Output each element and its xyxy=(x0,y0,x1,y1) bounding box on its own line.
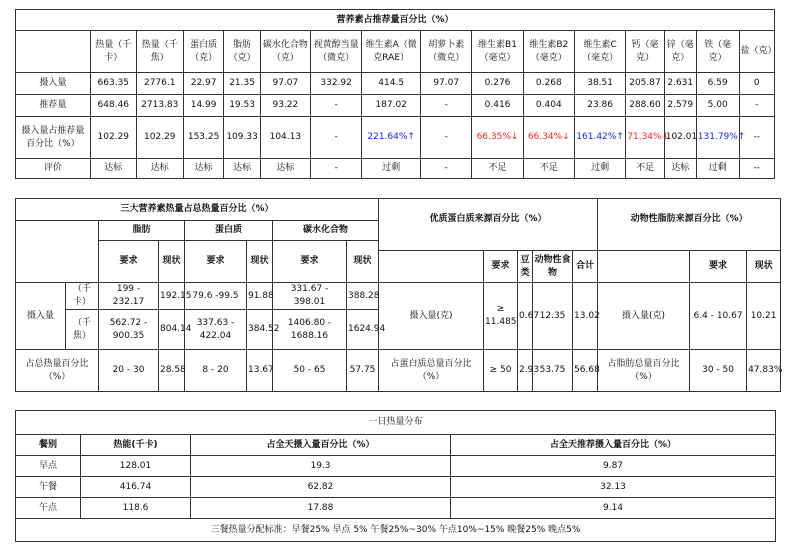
table-cell: 0.276 xyxy=(472,73,523,95)
table-cell-over: 221.64%↑ xyxy=(362,117,421,159)
table-cell: 12.35 xyxy=(533,283,573,350)
table-cell: 9.14 xyxy=(451,498,776,519)
table-cell: 19.53 xyxy=(224,95,260,117)
column-header: 脂肪 xyxy=(99,221,185,241)
table-cell: 804.14 xyxy=(159,310,185,350)
table-cell: 205.87 xyxy=(626,73,664,95)
table-cell: 332.92 xyxy=(310,73,361,95)
table-cell: 1406.80 - 1688.16 xyxy=(273,310,347,350)
table-cell: 47.83% xyxy=(747,350,781,392)
table-cell: 93.22 xyxy=(260,95,310,117)
table-cell: 109.33 xyxy=(224,117,260,159)
column-header: 视黄醇当量（微克） xyxy=(310,31,361,73)
table-cell: 午点 xyxy=(16,498,81,519)
table-cell: 30 - 50 xyxy=(690,350,747,392)
table-cell: 8 - 20 xyxy=(185,350,247,392)
table-cell: 562.72 - 900.35 xyxy=(99,310,159,350)
table-cell: 23.86 xyxy=(574,95,625,117)
column-header: 动物性食物 xyxy=(533,251,573,283)
table-cell: 过剩 xyxy=(362,159,421,179)
table-cell: 17.88 xyxy=(191,498,451,519)
unit-label: （千焦） xyxy=(66,310,99,350)
table-cell: 53.75 xyxy=(533,350,573,392)
column-header: 维生素B2（毫克） xyxy=(523,31,574,73)
table-cell: 13.02 xyxy=(573,283,598,350)
table-cell: 21.35 xyxy=(224,73,260,95)
table-cell: 不足 xyxy=(472,159,523,179)
column-header: 占全天推荐摄入量百分比（%） xyxy=(451,435,776,456)
column-header: 维生素C（毫克） xyxy=(574,31,625,73)
table-header-row xyxy=(16,435,776,456)
table-row-percent xyxy=(16,117,775,159)
column-header: 现状 xyxy=(159,241,185,283)
table-cell: 13.67 xyxy=(247,350,273,392)
column-header: 维生素A（微克RAE） xyxy=(362,31,421,73)
distribution-standard-note: 三餐热量分配标准：早餐25% 早点 5% 午餐25%~30% 午点10%~15% 晚餐25% 晚点5% xyxy=(16,519,776,542)
table-cell: 62.82 xyxy=(191,477,451,498)
table-cell: 187.02 xyxy=(362,95,421,117)
table-cell: 2776.1 xyxy=(136,73,183,95)
table-cell: 199 - 232.17 xyxy=(99,283,159,310)
table-cell: 50 - 65 xyxy=(273,350,347,392)
table-cell: 153.25 xyxy=(183,117,224,159)
table-cell: 102.01 xyxy=(664,117,696,159)
table-cell: 32.13 xyxy=(451,477,776,498)
table-title: 优质蛋白质来源百分比（%） xyxy=(379,199,598,251)
column-header: 占全天摄入量百分比（%） xyxy=(191,435,451,456)
table-cell: 331.67 - 398.01 xyxy=(273,283,347,310)
column-header: 现状 xyxy=(347,241,379,283)
table-cell: 337.63 - 422.04 xyxy=(185,310,247,350)
column-header: 豆类 xyxy=(518,251,533,283)
table-cell: 达标 xyxy=(136,159,183,179)
table-cell: - xyxy=(739,95,774,117)
unit-label: （千卡） xyxy=(66,283,99,310)
table-cell: 20 - 30 xyxy=(99,350,159,392)
table-header-row xyxy=(16,31,775,73)
table-row xyxy=(16,456,776,477)
column-header: 热量（千卡） xyxy=(90,31,136,73)
table-footer-row xyxy=(16,519,776,542)
column-header: 钙（毫克） xyxy=(626,31,664,73)
table-cell: 达标 xyxy=(260,159,310,179)
column-header: 要求 xyxy=(690,251,747,283)
row-label: 占总热量百分比（%） xyxy=(16,350,99,392)
table-cell: 达标 xyxy=(183,159,224,179)
table-cell: 19.3 xyxy=(191,456,451,477)
table-cell: ≥ 11.485 xyxy=(484,283,518,350)
table-cell: 79.6 -99.5 xyxy=(185,283,247,310)
table-cell: 0.404 xyxy=(523,95,574,117)
table-title: 三大营养素热量占总热量百分比（%） xyxy=(16,199,379,221)
table-cell: 14.99 xyxy=(183,95,224,117)
table-cell: 1624.94 xyxy=(347,310,379,350)
table-cell-under: 71.34%↓ xyxy=(626,117,664,159)
table-cell: - xyxy=(310,159,361,179)
row-label: 摄入量(克) xyxy=(598,283,690,350)
column-header: 热量（千焦） xyxy=(136,31,183,73)
table-cell: 102.29 xyxy=(136,117,183,159)
table-cell: 早点 xyxy=(16,456,81,477)
table-cell-over: 131.79%↑ xyxy=(696,117,739,159)
row-label: 占脂肪总量百分比（%） xyxy=(598,350,690,392)
table-cell: - xyxy=(421,159,472,179)
table-cell: 0 xyxy=(739,73,774,95)
table-cell: - xyxy=(310,117,361,159)
table-cell: 9.87 xyxy=(451,456,776,477)
table-cell: 91.88 xyxy=(247,283,273,310)
table-cell: 6.59 xyxy=(696,73,739,95)
table-cell: 2.631 xyxy=(664,73,696,95)
row-label: 摄入量(克) xyxy=(379,283,484,350)
column-header: 脂肪（克） xyxy=(224,31,260,73)
column-header: 碳水化合物（克） xyxy=(260,31,310,73)
table-cell: 达标 xyxy=(90,159,136,179)
column-header: 要求 xyxy=(185,241,247,283)
row-label: 摄入量 xyxy=(16,283,66,350)
table-cell: 达标 xyxy=(664,159,696,179)
table-cell: - xyxy=(421,95,472,117)
table-cell: 648.46 xyxy=(90,95,136,117)
row-label: 摄入量 xyxy=(16,73,91,95)
table-title: 营养素占推荐量百分比（%） xyxy=(16,10,775,31)
table-title: 动物性脂肪来源百分比（%） xyxy=(598,199,781,251)
table-cell: 2.579 xyxy=(664,95,696,117)
row-label: 推荐量 xyxy=(16,95,91,117)
table-cell: 过剩 xyxy=(696,159,739,179)
table-cell: ≥ 50 xyxy=(484,350,518,392)
table-cell-under: 66.35%↓ xyxy=(472,117,523,159)
table-cell: 97.07 xyxy=(260,73,310,95)
table-cell: 104.13 xyxy=(260,117,310,159)
table-cell: 416.74 xyxy=(81,477,191,498)
table-cell: 102.29 xyxy=(90,117,136,159)
column-header: 铁（毫克） xyxy=(696,31,739,73)
column-header: 现状 xyxy=(747,251,781,283)
column-header: 蛋白质（克） xyxy=(183,31,224,73)
column-header: 要求 xyxy=(99,241,159,283)
table-row-kcal xyxy=(16,283,781,310)
column-header: 胡萝卜素（微克） xyxy=(421,31,472,73)
table-title: 一日热量分布 xyxy=(16,411,776,435)
column-header: 餐别 xyxy=(16,435,81,456)
table-cell: 97.07 xyxy=(421,73,472,95)
table-cell: 不足 xyxy=(626,159,664,179)
table-cell-under: 66.34%↓ xyxy=(523,117,574,159)
table-cell: - xyxy=(310,95,361,117)
row-label: 评价 xyxy=(16,159,91,179)
table-cell: 午餐 xyxy=(16,477,81,498)
nutrient-percent-table xyxy=(15,9,775,179)
table-cell: 388.28 xyxy=(347,283,379,310)
table-cell: 2.93 xyxy=(518,350,533,392)
table-cell: 0.268 xyxy=(523,73,574,95)
column-header: 合计 xyxy=(573,251,598,283)
column-header: 热能(千卡) xyxy=(81,435,191,456)
table-cell: 5.00 xyxy=(696,95,739,117)
table-cell: 288.60 xyxy=(626,95,664,117)
table-row-recommended xyxy=(16,95,775,117)
column-header: 蛋白质 xyxy=(185,221,273,241)
column-header: 维生素B1（毫克） xyxy=(472,31,523,73)
table-row xyxy=(16,498,776,519)
row-label: 摄入量占推荐量百分比（%） xyxy=(16,117,91,159)
table-cell: 57.75 xyxy=(347,350,379,392)
table-cell: 192.15 xyxy=(159,283,185,310)
table-cell: -- xyxy=(739,117,774,159)
table-cell-over: 161.42%↑ xyxy=(574,117,625,159)
daily-energy-distribution-table xyxy=(15,410,776,542)
table-row-intake xyxy=(16,73,775,95)
row-label: 占蛋白质总量百分比（%） xyxy=(379,350,484,392)
column-header: 碳水化合物 xyxy=(273,221,379,241)
table-cell: 128.01 xyxy=(81,456,191,477)
column-header: 盐（克） xyxy=(739,31,774,73)
column-header: 锌（毫克） xyxy=(664,31,696,73)
table-row-evaluation xyxy=(16,159,775,179)
table-cell: 2713.83 xyxy=(136,95,183,117)
column-header: 要求 xyxy=(484,251,518,283)
macronutrient-energy-table xyxy=(15,198,781,392)
table-row-percent xyxy=(16,350,781,392)
table-cell: 0.67 xyxy=(518,283,533,350)
table-cell: 不足 xyxy=(523,159,574,179)
table-cell: 过剩 xyxy=(574,159,625,179)
table-cell: 663.35 xyxy=(90,73,136,95)
table-cell: 6.4 - 10.67 xyxy=(690,283,747,350)
table-cell: 56.68 xyxy=(573,350,598,392)
table-cell: 达标 xyxy=(224,159,260,179)
table-cell: - xyxy=(421,117,472,159)
table-cell: 414.5 xyxy=(362,73,421,95)
table-cell: 22.97 xyxy=(183,73,224,95)
table-row xyxy=(16,477,776,498)
table-cell: 10.21 xyxy=(747,283,781,350)
table-cell: 384.52 xyxy=(247,310,273,350)
table-cell: 28.58 xyxy=(159,350,185,392)
table-cell: -- xyxy=(739,159,774,179)
table-cell: 38.51 xyxy=(574,73,625,95)
table-title-row xyxy=(16,199,781,221)
column-header: 要求 xyxy=(273,241,347,283)
table-cell: 0.416 xyxy=(472,95,523,117)
table-cell: 118.6 xyxy=(81,498,191,519)
column-header: 现状 xyxy=(247,241,273,283)
